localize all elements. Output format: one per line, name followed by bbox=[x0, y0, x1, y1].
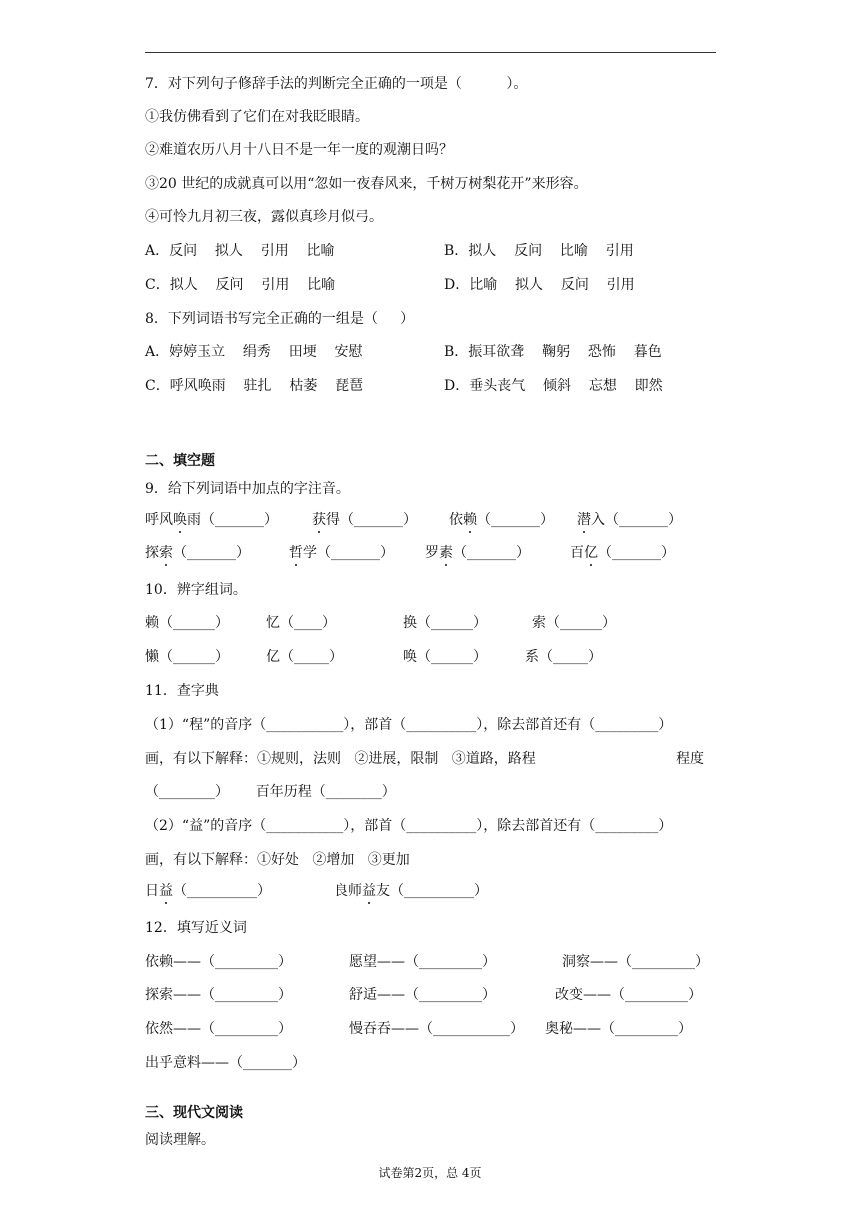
q8-option-a[interactable]: A．婷婷玉立 绢秀 田埂 安慰 bbox=[145, 344, 363, 360]
q11-part1-line1: （1）“程”的音序（___________），部首（__________），除去部首还有（_________） bbox=[145, 717, 673, 733]
q11-stem: 11．查字典 bbox=[145, 683, 219, 699]
q8-option-b[interactable]: B．振耳欲聋 鞠躬 恐怖 暮色 bbox=[444, 344, 662, 360]
q10-item: 忆（____） bbox=[266, 615, 336, 631]
q10-item: 亿（_____） bbox=[266, 649, 343, 665]
q9-item: 依赖（_______） bbox=[449, 512, 554, 528]
q7-option-d[interactable]: D．比喻 拟人 反问 引用 bbox=[444, 277, 635, 293]
q8-stem: 8．下列词语书写完全正确的一组是（ ） bbox=[145, 311, 415, 327]
section-3-heading: 三、现代文阅读 bbox=[145, 1105, 243, 1121]
q11-part2-line2: 画，有以下解释：①好处 ②增加 ③更加 bbox=[145, 852, 410, 868]
q12-item: 舒适——（_________） bbox=[349, 987, 496, 1003]
q11-part2-item: 日益（__________） bbox=[145, 883, 271, 899]
q10-item: 唤（______） bbox=[403, 649, 487, 665]
q9-item: 哲学（_______） bbox=[289, 545, 394, 561]
q12-item: 依然——（_________） bbox=[145, 1021, 292, 1037]
q12-item: 探索——（_________） bbox=[145, 987, 292, 1003]
q7-sentence-4: ④可怜九月初三夜，露似真珍月似弓。 bbox=[145, 209, 383, 225]
q12-item: 依赖——（_________） bbox=[145, 954, 292, 970]
q7-option-b[interactable]: B．拟人 反问 比喻 引用 bbox=[444, 243, 634, 259]
q9-item: 获得（_______） bbox=[312, 512, 417, 528]
q9-item: 探索（_______） bbox=[145, 545, 250, 561]
q7-option-c[interactable]: C．拟人 反问 引用 比喻 bbox=[145, 277, 336, 293]
q7-sentence-2: ②难道农历八月十八日不是一年一度的观潮日吗？ bbox=[145, 142, 453, 158]
q12-stem: 12．填写近义词 bbox=[145, 920, 247, 936]
reading-instruction: 阅读理解。 bbox=[145, 1132, 215, 1148]
q11-part1-line3: （________） 百年历程（________） bbox=[145, 784, 396, 800]
q9-item: 罗素（_______） bbox=[425, 545, 530, 561]
q7-option-a[interactable]: A．反问 拟人 引用 比喻 bbox=[145, 243, 335, 259]
q12-item: 出乎意料——（_______） bbox=[145, 1055, 306, 1071]
q10-stem: 10．辨字组词。 bbox=[145, 582, 247, 598]
q7-sentence-1: ①我仿佛看到了它们在对我眨眼睛。 bbox=[145, 109, 369, 125]
q12-item: 愿望——（_________） bbox=[349, 954, 496, 970]
q11-part1-line2: 画，有以下解释：①规则，法则 ②进展，限制 ③道路，路程 bbox=[145, 751, 536, 767]
q10-item: 赖（______） bbox=[145, 615, 229, 631]
q12-item: 改变——（_________） bbox=[555, 987, 702, 1003]
q12-item: 洞察——（_________） bbox=[562, 954, 709, 970]
q10-item: 懒（______） bbox=[145, 649, 229, 665]
q7-sentence-3: ③20 世纪的成就真可以用“忽如一夜春风来，千树万树梨花开”来形容。 bbox=[145, 176, 588, 192]
q10-item: 索（______） bbox=[532, 615, 616, 631]
q10-item: 系（_____） bbox=[525, 649, 602, 665]
q11-part2-line1: （2）“益”的音序（___________），部首（__________），除去部首还有（_________） bbox=[145, 818, 673, 834]
q12-item: 奥秘——（_________） bbox=[545, 1021, 692, 1037]
q10-item: 换（______） bbox=[403, 615, 487, 631]
q11-part1-cheng-du: 程度 bbox=[676, 751, 704, 767]
section-2-heading: 二、填空题 bbox=[145, 453, 215, 469]
q9-item: 潜入（_______） bbox=[577, 512, 682, 528]
header-rule bbox=[145, 52, 716, 53]
q11-part2-item: 良师益友（__________） bbox=[334, 883, 488, 899]
q8-option-d[interactable]: D．垂头丧气 倾斜 忘想 即然 bbox=[444, 378, 663, 394]
q7-stem: 7．对下列句子修辞手法的判断完全正确的一项是（ ）。 bbox=[145, 76, 528, 92]
q9-item: 呼风唤雨（_______） bbox=[145, 512, 278, 528]
q9-stem: 9．给下列词语中加点的字注音。 bbox=[145, 481, 350, 497]
page-footer: 试卷第2页，总 4页 bbox=[378, 1166, 482, 1180]
q9-item: 百亿（_______） bbox=[570, 545, 675, 561]
q12-item: 慢吞吞——（___________） bbox=[349, 1021, 524, 1037]
q8-option-c[interactable]: C．呼风唤雨 驻扎 枯萎 琵琶 bbox=[145, 378, 364, 394]
